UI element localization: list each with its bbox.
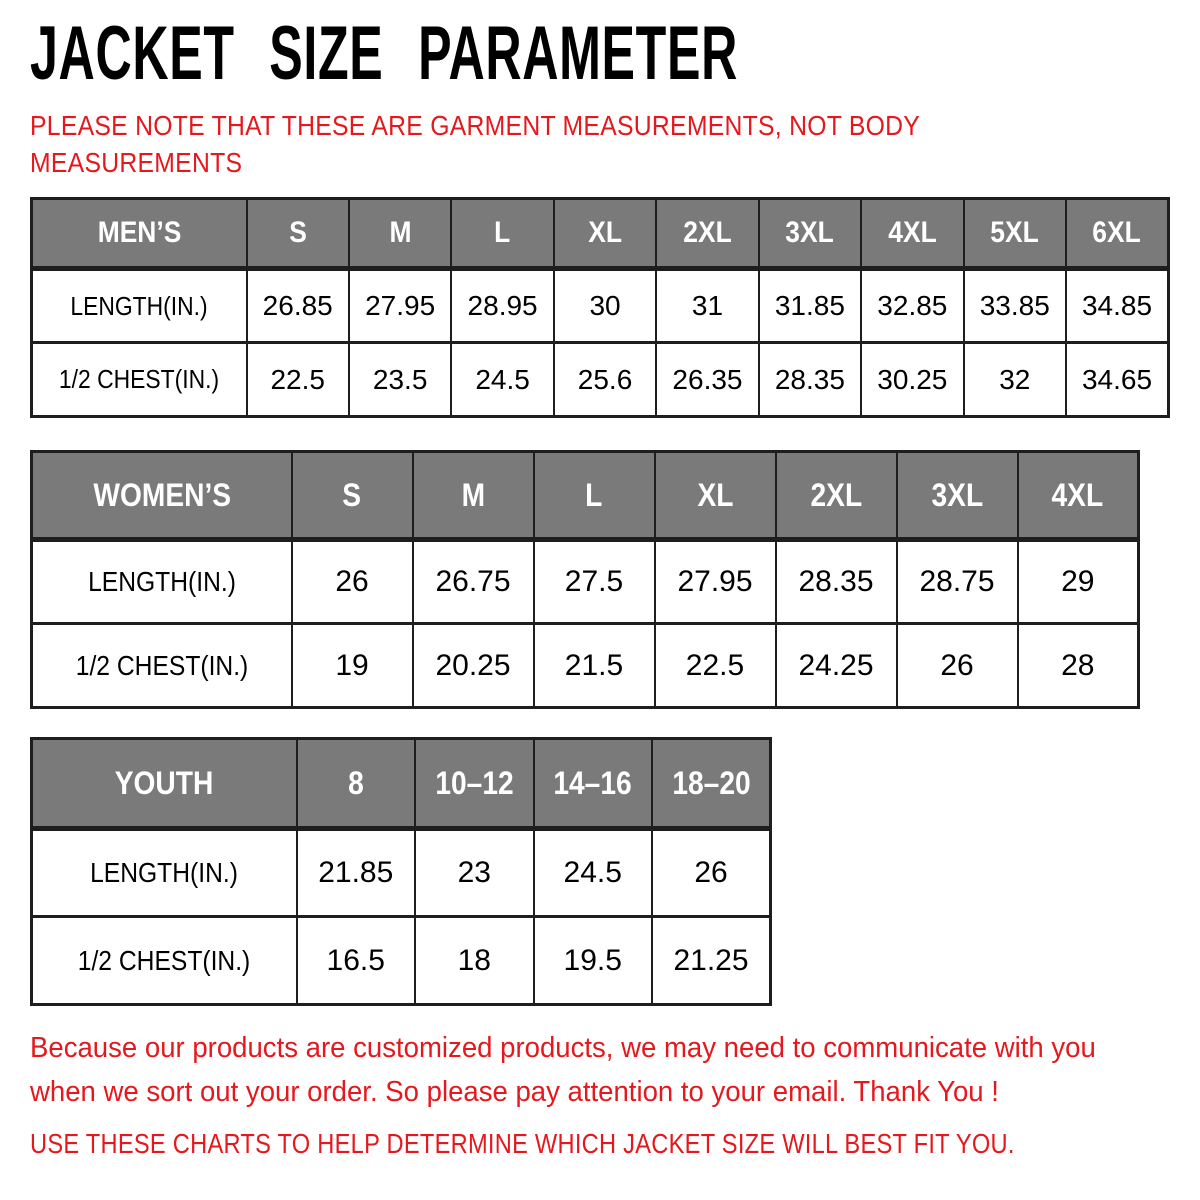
size-header-cell — [554, 199, 656, 269]
size-label: 3XL — [785, 216, 835, 249]
value-cell: 23 — [415, 829, 534, 917]
value-cell: 21.85 — [297, 829, 416, 917]
size-header-cell — [413, 452, 534, 540]
size-label: 6XL — [1092, 216, 1142, 249]
value-cell: 28.35 — [776, 540, 897, 624]
measure-label-cell — [32, 343, 247, 417]
value-cell: 26 — [652, 829, 771, 917]
value-cell: 18 — [415, 917, 534, 1005]
customization-notice-line-1: Because our products are customized products, we may need to communicate with you — [30, 1032, 1096, 1064]
measure-label: LENGTH(IN.) — [90, 857, 239, 888]
measure-label: 1/2 CHEST(IN.) — [77, 944, 251, 976]
value-cell: 16.5 — [297, 917, 416, 1005]
measure-label: 1/2 CHEST(IN.) — [59, 364, 220, 394]
value-cell: 26.75 — [413, 540, 534, 624]
youth-length-row — [32, 829, 771, 917]
size-label: 5XL — [990, 216, 1039, 249]
note-line-2: MEASUREMENTS — [30, 146, 243, 178]
table-title: WOMEN’S — [92, 476, 231, 513]
value-cell: 30 — [554, 269, 656, 343]
womens-chest-row — [32, 624, 1139, 708]
value-cell: 25.6 — [554, 343, 656, 417]
size-header-cell — [534, 739, 653, 829]
value-cell: 24.5 — [534, 829, 653, 917]
mens-length-row — [32, 269, 1169, 343]
size-label: 10–12 — [435, 764, 514, 801]
value-cell: 28.75 — [897, 540, 1018, 624]
size-label: L — [585, 476, 603, 513]
size-header-cell — [1066, 199, 1169, 269]
value-cell: 32 — [964, 343, 1066, 417]
value-cell: 23.5 — [349, 343, 451, 417]
size-header-cell — [1018, 452, 1139, 540]
size-header-cell — [656, 199, 758, 269]
note-line-1: PLEASE NOTE THAT THESE ARE GARMENT MEASUREMENTS, NOT BODY — [30, 110, 921, 141]
size-header-cell — [861, 199, 963, 269]
value-cell: 27.95 — [349, 269, 451, 343]
value-cell: 21.25 — [652, 917, 771, 1005]
size-header-cell — [964, 199, 1066, 269]
measure-label: LENGTH(IN.) — [70, 290, 208, 321]
youth-table-title-cell — [32, 739, 297, 829]
measure-label-cell — [32, 269, 247, 343]
size-header-cell — [652, 739, 771, 829]
size-label: 14–16 — [553, 764, 632, 801]
value-cell: 28 — [1018, 624, 1139, 708]
size-label: 4XL — [1051, 476, 1104, 513]
size-header-cell — [534, 452, 655, 540]
value-cell: 20.25 — [413, 624, 534, 708]
value-cell: 28.35 — [759, 343, 861, 417]
value-cell: 19.5 — [534, 917, 653, 1005]
measure-label-cell — [32, 540, 292, 624]
size-label: L — [494, 216, 511, 249]
size-label: S — [342, 476, 362, 513]
size-header-cell — [897, 452, 1018, 540]
customization-notice-line-2: when we sort out your order. So please pay attention to your email. Thank You ! — [30, 1076, 999, 1109]
value-cell: 29 — [1018, 540, 1139, 624]
value-cell: 26.85 — [247, 269, 349, 343]
womens-header-row — [32, 452, 1139, 540]
size-label: M — [461, 476, 485, 513]
womens-table-title-cell — [32, 452, 292, 540]
value-cell: 24.25 — [776, 624, 897, 708]
mens-chest-row — [32, 343, 1169, 417]
value-cell: 24.5 — [451, 343, 553, 417]
value-cell: 28.95 — [451, 269, 553, 343]
value-cell: 34.85 — [1066, 269, 1169, 343]
charts-usage-note: USE THESE CHARTS TO HELP DETERMINE WHICH JACKET SIZE WILL BEST FIT YOU. — [30, 1128, 1015, 1159]
value-cell: 27.5 — [534, 540, 655, 624]
value-cell: 26 — [897, 624, 1018, 708]
measure-label-cell — [32, 917, 297, 1005]
size-header-cell — [759, 199, 861, 269]
size-label: S — [288, 216, 307, 249]
table-title: MEN’S — [97, 216, 182, 249]
value-cell: 27.95 — [655, 540, 776, 624]
womens-length-row — [32, 540, 1139, 624]
size-header-cell — [349, 199, 451, 269]
value-cell: 26 — [292, 540, 413, 624]
youth-size-table — [30, 737, 772, 1006]
womens-size-table — [30, 450, 1140, 709]
size-label: M — [389, 216, 412, 249]
mens-header-row — [32, 199, 1169, 269]
size-label: 2XL — [683, 216, 732, 249]
value-cell: 30.25 — [861, 343, 963, 417]
size-label: 18–20 — [671, 764, 751, 801]
measure-label-cell — [32, 829, 297, 917]
value-cell: 33.85 — [964, 269, 1066, 343]
value-cell: 22.5 — [655, 624, 776, 708]
value-cell: 31 — [656, 269, 758, 343]
size-header-cell — [297, 739, 416, 829]
value-cell: 34.65 — [1066, 343, 1169, 417]
value-cell: 32.85 — [861, 269, 963, 343]
table-title: YOUTH — [114, 764, 214, 801]
measure-label: LENGTH(IN.) — [87, 566, 236, 597]
page-title: JACKET SIZE PARAMETER — [30, 11, 738, 96]
mens-size-table — [30, 197, 1170, 418]
size-header-cell — [415, 739, 534, 829]
youth-chest-row — [32, 917, 771, 1005]
size-header-cell — [776, 452, 897, 540]
garment-measurement-note — [30, 108, 920, 181]
size-header-cell — [655, 452, 776, 540]
measure-label-cell — [32, 624, 292, 708]
mens-table-title-cell — [32, 199, 247, 269]
size-label: 4XL — [888, 216, 937, 249]
value-cell: 19 — [292, 624, 413, 708]
size-label: XL — [588, 216, 622, 249]
value-cell: 21.5 — [534, 624, 655, 708]
size-label: XL — [697, 476, 733, 513]
youth-header-row — [32, 739, 771, 829]
value-cell: 26.35 — [656, 343, 758, 417]
size-label: 3XL — [931, 476, 983, 513]
size-label: 8 — [347, 764, 364, 801]
size-header-cell — [451, 199, 553, 269]
value-cell: 22.5 — [247, 343, 349, 417]
measure-label: 1/2 CHEST(IN.) — [75, 649, 249, 681]
value-cell: 31.85 — [759, 269, 861, 343]
size-header-cell — [247, 199, 349, 269]
size-header-cell — [292, 452, 413, 540]
size-label: 2XL — [810, 476, 862, 513]
customization-notice — [30, 1026, 1096, 1114]
